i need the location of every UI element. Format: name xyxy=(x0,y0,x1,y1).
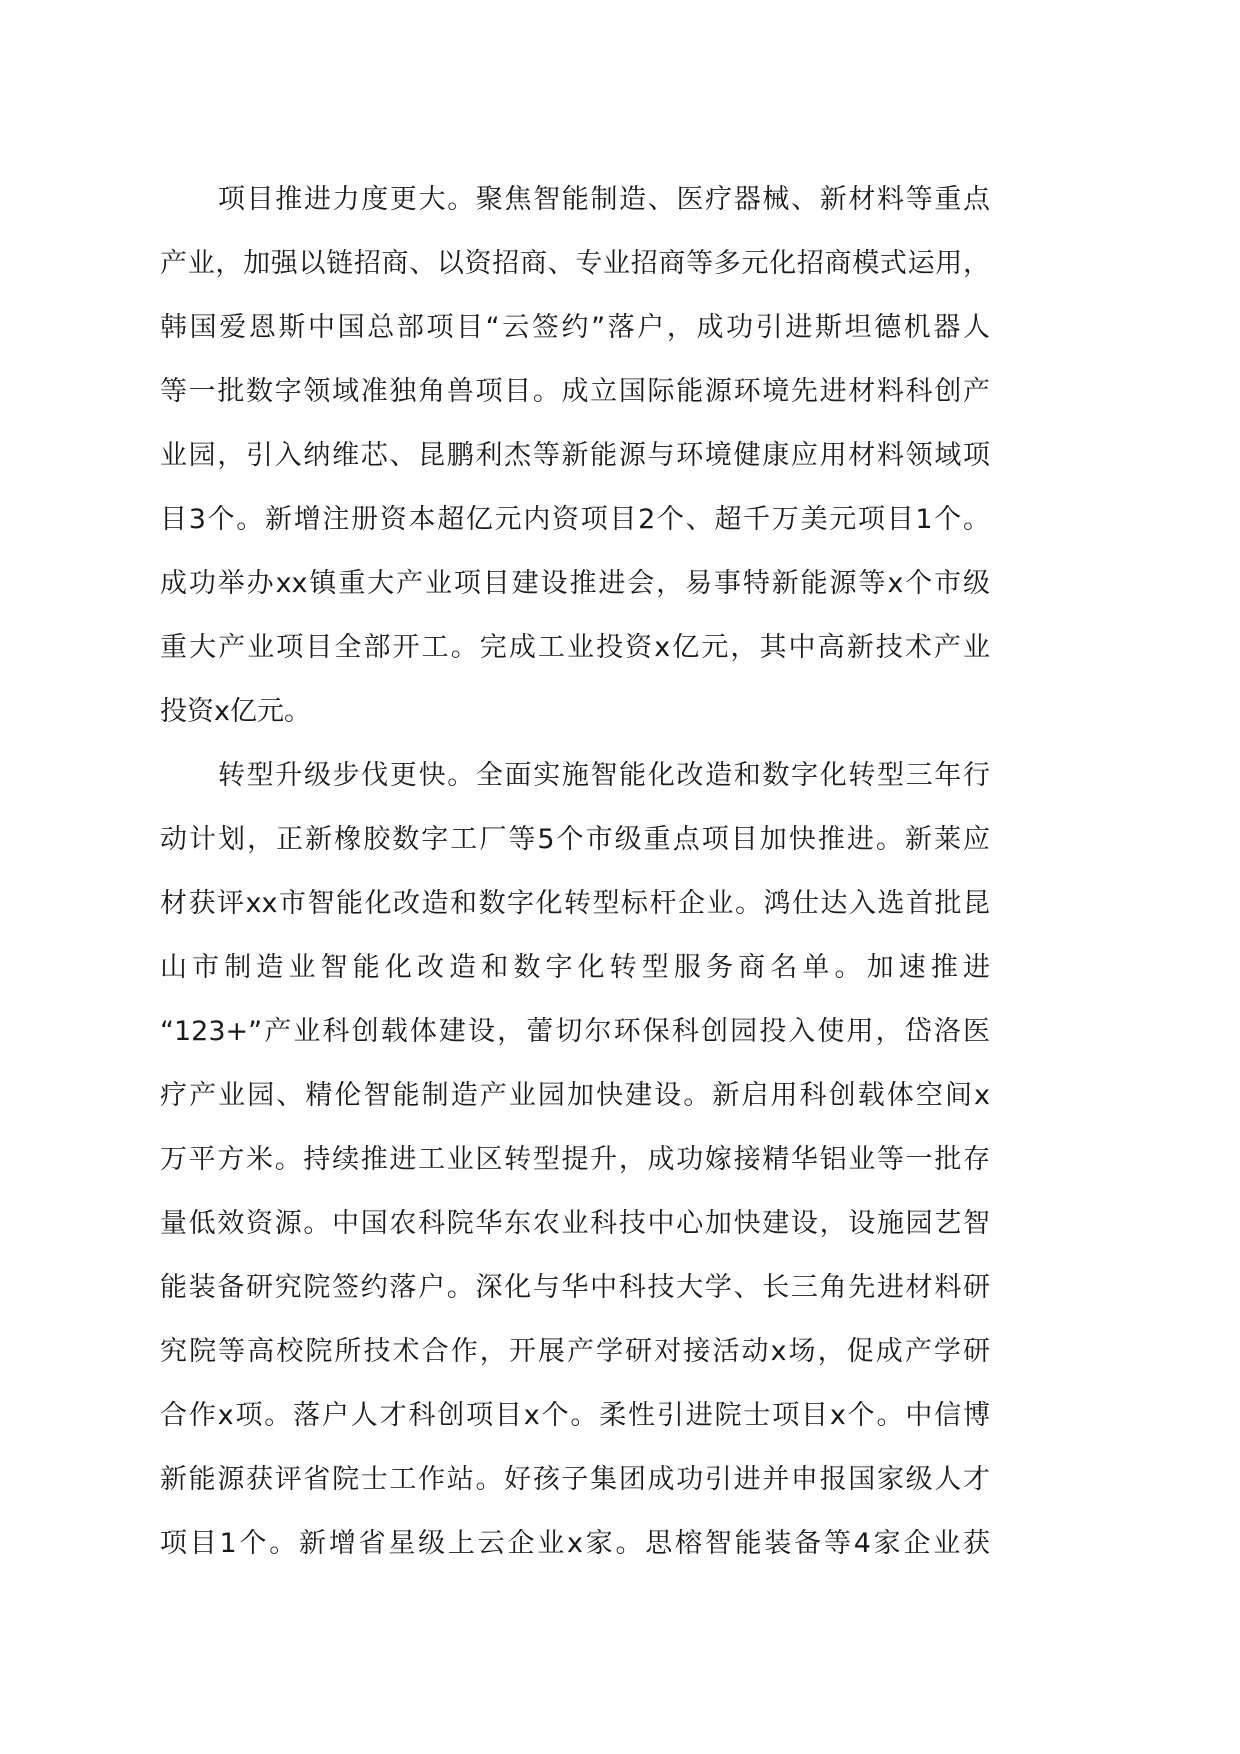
paragraph-line: 目3个。新增注册资本超亿元内资项目2个、超千万美元项目1个。 xyxy=(160,504,990,535)
paragraph-line: 项目1个。新增省星级上云企业x家。思榕智能装备等4家企业获 xyxy=(160,1528,990,1559)
paragraph-line: 合作x项。落户人才科创项目x个。柔性引进院士项目x个。中信博 xyxy=(160,1400,990,1431)
paragraph-line: “123+”产业科创载体建设，蕾切尔环保科创园投入使用，岱洛医 xyxy=(160,1016,990,1047)
paragraph-line: 业园，引入纳维芯、昆鹏利杰等新能源与环境健康应用材料领域项 xyxy=(160,440,990,471)
paragraph-line: 投资x亿元。 xyxy=(160,696,311,727)
paragraph-line: 韩国爱恩斯中国总部项目“云签约”落户，成功引进斯坦德机器人 xyxy=(160,312,990,343)
paragraph-line: 成功举办xx镇重大产业项目建设推进会，易事特新能源等x个市级 xyxy=(160,568,990,599)
paragraph-line: 重大产业项目全部开工。完成工业投资x亿元，其中高新技术产业 xyxy=(160,632,990,663)
paragraph-line: 山市制造业智能化改造和数字化转型服务商名单。加速推进 xyxy=(160,952,990,983)
paragraph-line: 项目推进力度更大。聚焦智能制造、医疗器械、新材料等重点 xyxy=(218,184,990,215)
document-body xyxy=(160,168,990,1576)
paragraph-line: 究院等高校院所技术合作，开展产学研对接活动x场，促成产学研 xyxy=(160,1336,990,1367)
paragraph-transformation-upgrade xyxy=(160,744,990,1576)
paragraph-line: 动计划，正新橡胶数字工厂等5个市级重点项目加快推进。新莱应 xyxy=(160,824,990,855)
paragraph-line: 等一批数字领域准独角兽项目。成立国际能源环境先进材料科创产 xyxy=(160,376,990,407)
paragraph-line: 材获评xx市智能化改造和数字化转型标杆企业。鸿仕达入选首批昆 xyxy=(160,888,990,919)
paragraph-project-progress xyxy=(160,168,990,744)
paragraph-line: 转型升级步伐更快。全面实施智能化改造和数字化转型三年行 xyxy=(218,760,990,791)
paragraph-line: 万平方米。持续推进工业区转型提升，成功嫁接精华铝业等一批存 xyxy=(160,1144,990,1175)
paragraph-line: 能装备研究院签约落户。深化与华中科技大学、长三角先进材料研 xyxy=(160,1272,990,1303)
paragraph-line: 产业，加强以链招商、以资招商、专业招商等多元化招商模式运用， xyxy=(160,248,990,279)
paragraph-line: 疗产业园、精伦智能制造产业园加快建设。新启用科创载体空间x xyxy=(160,1080,990,1111)
paragraph-line: 新能源获评省院士工作站。好孩子集团成功引进并申报国家级人才 xyxy=(160,1464,990,1495)
paragraph-line: 量低效资源。中国农科院华东农业科技中心加快建设，设施园艺智 xyxy=(160,1208,990,1239)
